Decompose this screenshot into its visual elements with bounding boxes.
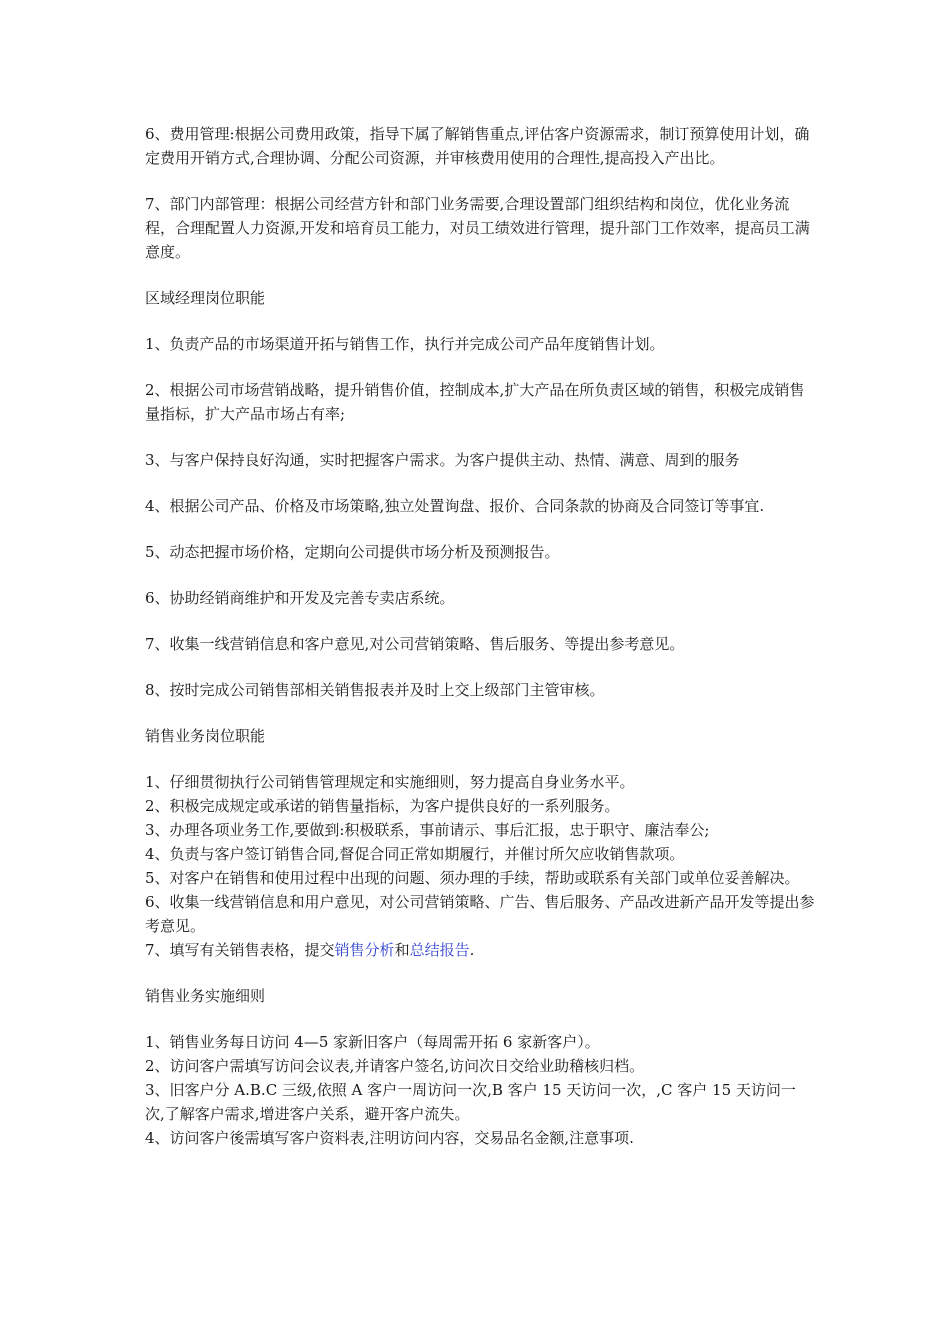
expense-management-paragraph: 6、费用管理:根据公司费用政策，指导下属了解销售重点,评估客户资源需求，制订预算使用计划，确定费用开销方式,合理协调、分配公司资源，并审核费用使用的合理性,提高投入产出比。 [145, 125, 810, 167]
regional-manager-heading: 区域经理岗位职能 [145, 289, 266, 307]
sales-business-item: 1、仔细贯彻执行公司销售管理规定和实施细则，努力提高自身业务水平。 [145, 773, 635, 791]
regional-manager-item: 3、与客户保持良好沟通，实时把握客户需求。为客户提供主动、热情、满意、周到的服务 [145, 451, 740, 469]
sales-business-item: 4、负责与客户签订销售合同,督促合同正常如期履行，并催讨所欠应收销售款项。 [145, 845, 685, 863]
sales-business-item-last [145, 938, 815, 962]
sales-business-item-suffix: . [469, 941, 475, 959]
regional-manager-item: 6、协助经销商维护和开发及完善专卖店系统。 [145, 589, 455, 607]
sales-business-heading: 销售业务岗位职能 [145, 727, 266, 745]
implementation-item: 1、销售业务每日访问 4—5 家新旧客户（每周需开拓 6 家新客户）。 [145, 1033, 600, 1051]
sales-business-item-middle: 和 [394, 941, 410, 959]
sales-analysis-link[interactable]: 销售分析 [334, 941, 395, 959]
department-management-paragraph: 7、部门内部管理：根据公司经营方针和部门业务需要,合理设置部门组织结构和岗位，优化业务流程，合理配置人力资源,开发和培育员工能力，对员工绩效进行管理，提升部门工作效率，提高员工满意度。 [145, 195, 810, 261]
regional-manager-item: 7、收集一线营销信息和客户意见,对公司营销策略、售后服务、等提出参考意见。 [145, 635, 685, 653]
regional-manager-item: 4、根据公司产品、价格及市场策略,独立处置询盘、报价、合同条款的协商及合同签订等事宜. [145, 497, 765, 515]
implementation-item: 3、旧客户分 A.B.C 三级,依照 A 客户一周访问一次,B 客户 15 天访问一次，,C 客户 15 天访问一次,了解客户需求,增进客户关系，避开客户流失。 [145, 1081, 796, 1123]
summary-report-link[interactable]: 总结报告 [409, 941, 470, 959]
regional-manager-item: 5、动态把握市场价格，定期向公司提供市场分析及预测报告。 [145, 543, 560, 561]
regional-manager-item: 8、按时完成公司销售部相关销售报表并及时上交上级部门主管审核。 [145, 681, 605, 699]
sales-business-item: 5、对客户在销售和使用过程中出现的问题、须办理的手续，帮助或联系有关部门或单位妥善解决。 [145, 869, 800, 887]
implementation-list [145, 1030, 815, 1150]
sales-business-item-prefix: 7、填写有关销售表格，提交 [145, 941, 335, 959]
regional-manager-item: 1、负责产品的市场渠道开拓与销售工作，执行并完成公司产品年度销售计划。 [145, 335, 665, 353]
sales-business-item: 2、积极完成规定或承诺的销售量指标，为客户提供良好的一系列服务。 [145, 797, 620, 815]
regional-manager-item: 2、根据公司市场营销战略，提升销售价值，控制成本,扩大产品在所负责区域的销售，积极完成销售量指标，扩大产品市场占有率; [145, 381, 805, 423]
implementation-item: 4、访问客户後需填写客户资料表,注明访问内容，交易品名金额,注意事项. [145, 1129, 634, 1147]
sales-business-item: 3、办理各项业务工作,要做到:积极联系，事前请示、事后汇报，忠于职守、廉洁奉公; [145, 821, 710, 839]
sales-business-list [145, 770, 815, 962]
sales-business-item: 6、收集一线营销信息和用户意见，对公司营销策略、广告、售后服务、产品改进新产品开发等提出参考意见。 [145, 893, 815, 935]
implementation-heading: 销售业务实施细则 [145, 987, 266, 1005]
implementation-item: 2、访问客户需填写访问会议表,并请客户签名,访问次日交给业助稽核归档。 [145, 1057, 645, 1075]
document-page [145, 122, 815, 1172]
